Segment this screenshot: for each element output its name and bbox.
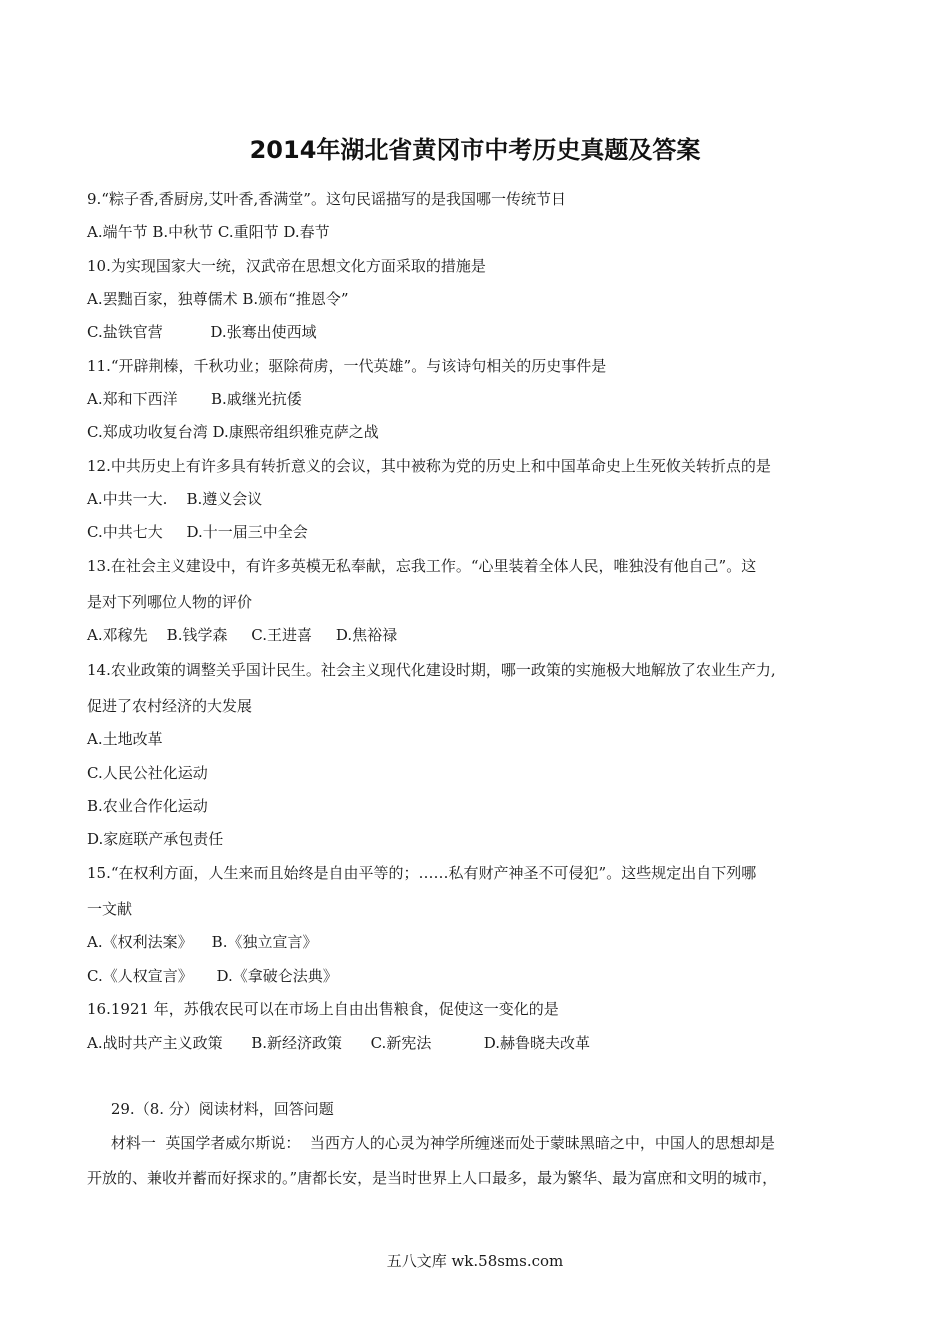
question-10-options-cd: C.盐铁官营 D.张骞出使西域	[87, 323, 317, 341]
question-14-stem: 14.农业政策的调整关乎国计民生。社会主义现代化建设时期，哪一政策的实施极大地解放了农业生产力,	[87, 661, 776, 679]
question-12-options-ab: A.中共一大. B.遵义会议	[87, 490, 263, 508]
question-9-stem: 9.“粽子香,香厨房,艾叶香,香满堂”。这句民谣描写的是我国哪一传统节日	[87, 190, 566, 208]
question-14-option-b: B.农业合作化运动	[87, 797, 208, 815]
question-14-option-d: D.家庭联产承包责任	[87, 830, 224, 848]
question-29-material-1: 材料一 英国学者威尔斯说： 当西方人的心灵为神学所缠迷而处于蒙昧黑暗之中，中国人的思想却是	[87, 1134, 775, 1152]
question-29-material-1-cont: 开放的、兼收并蓄而好探求的。”唐都长安，是当时世界上人口最多，最为繁华、最为富庶和文明的城市，	[87, 1169, 778, 1187]
question-15-stem-cont: 一文献	[87, 900, 133, 918]
question-11-options-ab: A.郑和下西洋 B.戚继光抗倭	[87, 390, 302, 408]
question-10-options-ab: A.罢黜百家，独尊儒术 B.颁布“推恩令”	[87, 290, 349, 308]
question-9-options: A.端午节 B.中秋节 C.重阳节 D.春节	[87, 223, 330, 241]
question-12-stem: 12.中共历史上有许多具有转折意义的会议，其中被称为党的历史上和中国革命史上生死攸关转折点的是	[87, 457, 771, 475]
question-14-option-a: A.土地改革	[87, 730, 163, 748]
question-15-options-cd: C.《人权宣言》 D.《拿破仑法典》	[87, 967, 338, 985]
question-13-options: A.邓稼先 B.钱学森 C.王进喜 D.焦裕禄	[87, 626, 398, 644]
question-13-stem-cont: 是对下列哪位人物的评价	[87, 593, 253, 611]
question-10-stem: 10.为实现国家大一统，汉武帝在思想文化方面采取的措施是	[87, 257, 486, 275]
question-14-option-c: C.人民公社化运动	[87, 764, 208, 782]
question-15-stem: 15.“在权利方面，人生来而且始终是自由平等的；……私有财产神圣不可侵犯”。这些规定出自下列哪	[87, 864, 757, 882]
question-11-stem: 11.“开辟荆榛，千秋功业；驱除荷虏，一代英雄”。与该诗句相关的历史事件是	[87, 357, 607, 375]
question-16-options: A.战时共产主义政策 B.新经济政策 C.新宪法 D.赫鲁晓夫改革	[87, 1034, 591, 1052]
page-footer: 五八文库 wk.58sms.com	[386, 1252, 564, 1270]
question-14-stem-cont: 促进了农村经济的大发展	[87, 697, 253, 715]
question-15-options-ab: A.《权利法案》 B.《独立宣言》	[87, 933, 318, 951]
question-13-stem: 13.在社会主义建设中，有许多英模无私奉献，忘我工作。“心里装着全体人民，唯独没有他自己”。这	[87, 557, 757, 575]
question-11-options-cd: C.郑成功收复台湾 D.康熙帝组织雅克萨之战	[87, 423, 379, 441]
question-16-stem: 16.1921 年，苏俄农民可以在市场上自由出售粮食，促使这一变化的是	[87, 1000, 559, 1018]
question-29-heading: 29.（8. 分）阅读材料，回答问题	[87, 1100, 334, 1118]
question-12-options-cd: C.中共七大 D.十一届三中全会	[87, 523, 308, 541]
page-title: 2014年湖北省黄冈市中考历史真题及答案	[249, 136, 701, 164]
